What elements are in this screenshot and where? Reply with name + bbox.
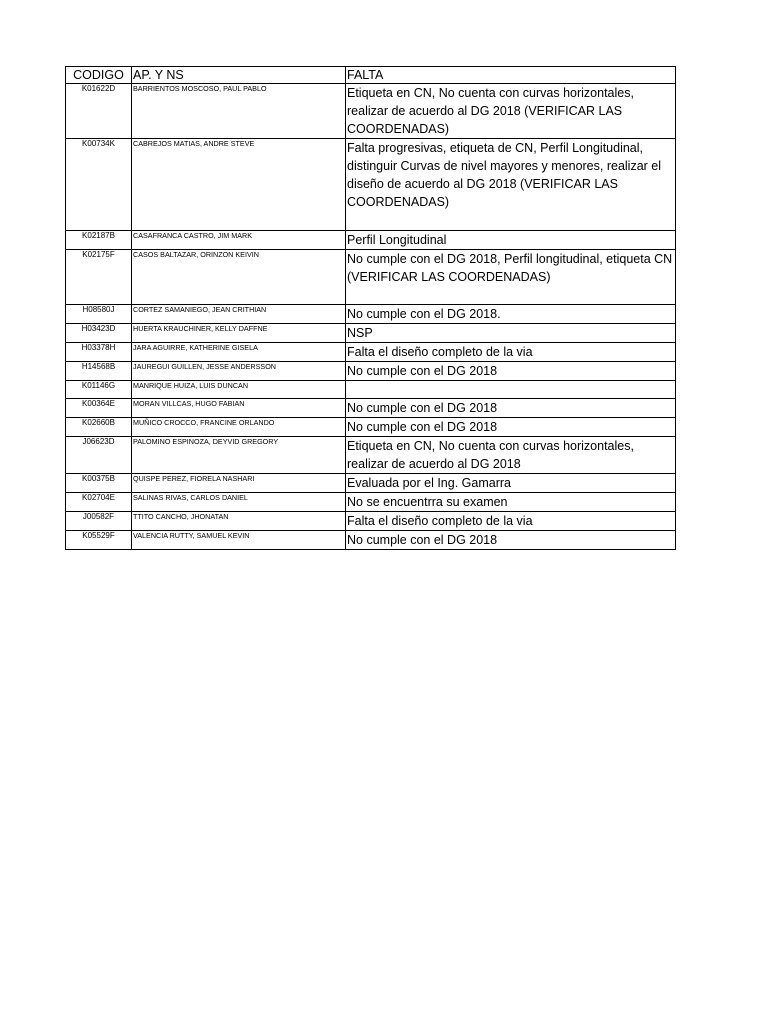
cell-name: MANRIQUE HUIZA, LUIS DUNCAN [132, 381, 346, 399]
header-falta: FALTA [346, 67, 676, 84]
cell-name: CASAFRANCA CASTRO, JIM MARK [132, 231, 346, 250]
table-row [66, 84, 676, 139]
cell-code: K00734K [66, 139, 132, 231]
cell-name: QUISPE PEREZ, FIORELA NASHARI [132, 474, 346, 493]
table-row [66, 362, 676, 381]
cell-falta: No cumple con el DG 2018, Perfil longitudinal, etiqueta CN (VERIFICAR LAS COORDENADAS) [346, 250, 676, 305]
cell-falta [346, 381, 676, 399]
cell-falta: Etiqueta en CN, No cuenta con curvas horizontales, realizar de acuerdo al DG 2018 [346, 437, 676, 474]
table-row [66, 512, 676, 531]
table-row [66, 531, 676, 550]
cell-name: SALINAS RIVAS, CARLOS DANIEL [132, 493, 346, 512]
cell-falta: NSP [346, 324, 676, 343]
table-row [66, 139, 676, 231]
cell-name: JAUREGUI GUILLEN, JESSE ANDERSSON [132, 362, 346, 381]
table-row [66, 437, 676, 474]
cell-code: K00364E [66, 399, 132, 418]
cell-falta: No cumple con el DG 2018 [346, 362, 676, 381]
cell-falta: Evaluada por el Ing. Gamarra [346, 474, 676, 493]
table-row [66, 305, 676, 324]
cell-name: MUÑICO CROCCO, FRANCINE ORLANDO [132, 418, 346, 437]
cell-code: K02187B [66, 231, 132, 250]
cell-code: H08580J [66, 305, 132, 324]
table-row [66, 231, 676, 250]
cell-code: K00375B [66, 474, 132, 493]
cell-name: CASOS BALTAZAR, ORINZON KEIVIN [132, 250, 346, 305]
cell-code: J06623D [66, 437, 132, 474]
cell-falta: No cumple con el DG 2018 [346, 531, 676, 550]
header-codigo: CODIGO [66, 67, 132, 84]
cell-code: J00582F [66, 512, 132, 531]
table-row [66, 399, 676, 418]
cell-code: K02660B [66, 418, 132, 437]
table-row [66, 474, 676, 493]
table-row [66, 381, 676, 399]
header-row [66, 67, 676, 84]
cell-name: BARRIENTOS MOSCOSO, PAUL PABLO [132, 84, 346, 139]
table-row [66, 493, 676, 512]
header-name: AP. Y NS [132, 67, 346, 84]
table-row [66, 250, 676, 305]
cell-falta: Falta progresivas, etiqueta de CN, Perfil Longitudinal, distinguir Curvas de nivel mayores y menores, realizar el diseño de acuerdo al DG 2018 (VERIFICAR LAS COORDENADAS) [346, 139, 676, 231]
cell-code: H03423D [66, 324, 132, 343]
cell-code: K01146G [66, 381, 132, 399]
cell-falta: No se encuentrra su examen [346, 493, 676, 512]
cell-falta: Falta el diseño completo de la via [346, 343, 676, 362]
cell-name: HUERTA KRAUCHINER, KELLY DAFFNE [132, 324, 346, 343]
cell-falta: No cumple con el DG 2018 [346, 399, 676, 418]
cell-name: MORAN VILLCAS, HUGO FABIAN [132, 399, 346, 418]
cell-falta: Perfil Longitudinal [346, 231, 676, 250]
cell-falta: Etiqueta en CN, No cuenta con curvas horizontales, realizar de acuerdo al DG 2018 (VERIFICAR LAS COORDENADAS) [346, 84, 676, 139]
cell-falta: Falta el diseño completo de la via [346, 512, 676, 531]
cell-code: K02175F [66, 250, 132, 305]
cell-name: VALENCIA RUTTY, SAMUEL KEVIN [132, 531, 346, 550]
cell-code: K05529F [66, 531, 132, 550]
cell-name: PALOMINO ESPINOZA, DEYVID GREGORY [132, 437, 346, 474]
cell-falta: No cumple con el DG 2018 [346, 418, 676, 437]
cell-code: K01622D [66, 84, 132, 139]
cell-code: H03378H [66, 343, 132, 362]
cell-name: CORTEZ SAMANIEGO, JEAN CRITHIAN [132, 305, 346, 324]
table-row [66, 324, 676, 343]
table-row [66, 343, 676, 362]
cell-code: H14568B [66, 362, 132, 381]
cell-name: CABREJOS MATIAS, ANDRE STEVE [132, 139, 346, 231]
cell-code: K02704E [66, 493, 132, 512]
cell-name: TTITO CANCHO, JHONATAN [132, 512, 346, 531]
cell-name: JARA AGUIRRE, KATHERINE GISELA [132, 343, 346, 362]
table-row [66, 418, 676, 437]
cell-falta: No cumple con el DG 2018. [346, 305, 676, 324]
students-table [65, 66, 676, 550]
